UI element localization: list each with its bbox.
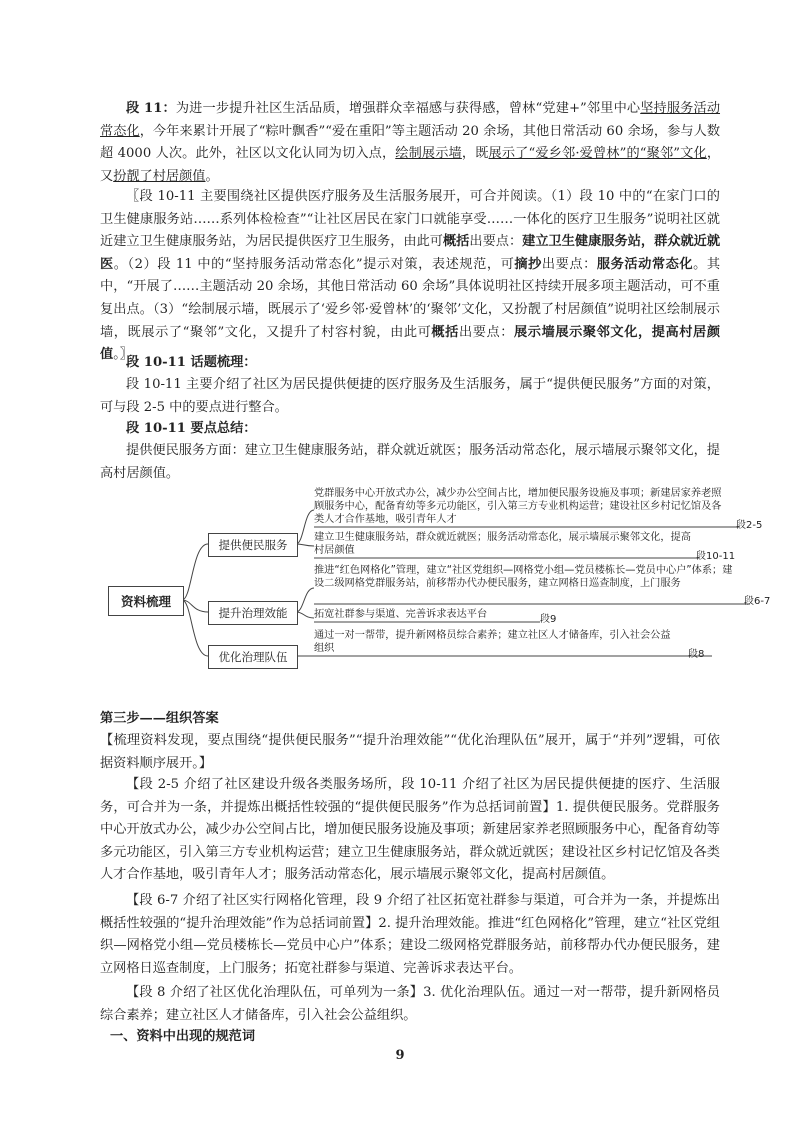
text-run: 出要点： — [458, 324, 515, 340]
connector-line — [296, 588, 314, 612]
text-run: ，又 — [100, 146, 721, 184]
text-run: 。（2）段 11 中的“坚持服务活动常态化”提示对策，表述规范，可 — [113, 256, 515, 272]
paragraph-11 — [100, 98, 720, 188]
bold-text: 概括 — [431, 324, 459, 340]
bold-text: 建立卫生健康服务站，群众就近就医 — [100, 234, 721, 272]
answer-point-2: 【段 6-7 介绍了社区实行网格化管理，段 9 介绍了社区拓宽社群参与渠道，可合并为一条，并提炼出概括性较强的“提升治理效能”作为总括词前置】2. 提升治理效能。推进“红色网格化”管理，建立“社区党组织—网格党小组—党员楼栋长—党员中心户”体系；建设二级网格党群服务站，前移帮办代办便民服务，建立网格日巡查制度，上门服务；拓宽社群参与渠道、完善诉求表达平台。 — [100, 893, 720, 976]
connector-line — [182, 600, 208, 612]
bold-text: 概括 — [442, 234, 470, 250]
leaf-source-tag: 段6-7 — [744, 596, 771, 607]
answer-point-3: 【段 8 介绍了社区优化治理队伍，可单列为一条】3. 优化治理队伍。通过一对一帮带，提升新网格员综合素养；建立社区人才储备库，引入社会公益组织。 — [100, 985, 720, 1023]
text-run: 出要点： — [541, 256, 597, 272]
leaf-text: 推进“红色网格化”管理，建立“社区党组织—网格党小组—党员楼栋长—党员中心户”体系；建设二级网格党群服务站，前移帮办代办便民服务，建立网格日巡查制度，上门服务 — [314, 565, 733, 589]
section-heading: 一、资料中出现的规范词 — [110, 1029, 256, 1044]
text-run: 出要点： — [469, 234, 523, 250]
text-run: 。 — [205, 168, 219, 184]
connector-line — [296, 612, 314, 618]
answer-point-1: 【段 2-5 介绍了社区建设升级各类服务场所，段 10-11 介绍了社区为居民提供便捷的医疗、生活服务，可合并为一条，并提炼出概括性较强的“提供便民服务”作为总括词前置】1. 提供便民服务。党群服务中心开放式办公，减少办公空间占比，增加便民服务设施及事项；新建居家养老照顾服务中心，配备育幼等多元功能区，引入第三方专业机构运营；建立卫生健康服务站，群众就近就医；建设社区乡村记忆馆及各类人才合作基地，吸引青年人才；服务活动常态化，展示墙展示聚邻文化，提高村居颜值。 — [100, 777, 720, 883]
step3-intro: 【梳理资料发现，要点围绕“提供便民服务”“提升治理效能”“优化治理队伍”展开，属于“并列”逻辑，可依据资料顺序展开。】 — [100, 733, 720, 771]
bold-text: 摘抄 — [514, 256, 542, 272]
page-number: 9 — [395, 1048, 405, 1063]
underlined-text: 扮靓了村居颜值 — [113, 168, 206, 184]
leaf-source-tag: 段10-11 — [696, 551, 736, 562]
connector-line — [296, 544, 314, 546]
topic-heading: 段 10-11 话题梳理： — [126, 355, 257, 370]
text-run: ，今年来累计开展了“粽叶飘香”“爱在重阳”等主题活动 20 余场，其他日常活动 60 余场，参与人数超 4000 人次。此外，社区以文化认同为切入点， — [100, 123, 721, 162]
text-run: 为进一步提升社区生活品质，增强群众幸福感与获得感，曾林“党建+”邻里中心 — [175, 101, 641, 116]
text-run: 〖段 10-11 主要围绕社区提供医疗服务及生活服务展开，可合并阅读。（1）段 10 中的“在家门口的卫生健康服务站……系列体检检查”“让社区居民在家门口就能享受……一体化的医疗卫生服务”说明社区就近建立卫生健康服务站，为居民提供医疗卫生服务，由此可 — [100, 189, 720, 250]
underlined-text: 展示了“爱乡邻·爱曾林”的“聚邻”文化 — [488, 146, 707, 162]
bold-text: 服务活动常态化 — [596, 256, 694, 272]
branch-node: 提升治理效能 — [208, 601, 298, 625]
connector-line — [296, 510, 314, 544]
mind-map-root: 资料梳理 — [108, 586, 184, 616]
bold-text: 展示墙展示聚邻文化，提高村居颜值 — [100, 324, 721, 363]
leaf-text: 拓宽社群参与渠道、完善诉求表达平台 — [314, 609, 488, 620]
summary-heading: 段 10-11 要点总结： — [126, 421, 257, 436]
text-run: 。〗 — [113, 347, 133, 363]
underlined-text: 坚持服务活动常态化 — [100, 101, 721, 139]
underlined-text: 绘制展示墙 — [395, 146, 462, 162]
text-run: 。其中，“开展了……主题活动 20 余场，其他日常活动 60 余场”具体说明社区持续开展多项主题活动，可不重复出点。（3）“绘制展示墙，既展示了‘爱乡邻·爱曾林’的‘聚邻’文化，又扮靓了村居颜值”说明社区绘制展示墙，既展示了“聚邻”文化，又提升了村容村貌，由此可 — [100, 256, 721, 340]
leaf-text: 建立卫生健康服务站，群众就近就医；服务活动常态化，展示墙展示聚邻文化，提高村居颜值 — [314, 532, 691, 556]
analysis-paragraph — [100, 186, 720, 367]
leaf-source-tag: 段8 — [688, 649, 705, 660]
leaf-source-tag: 段9 — [540, 614, 557, 625]
summary-paragraph: 提供便民服务方面：建立卫生健康服务站，群众就近就医；服务活动常态化，展示墙展示聚邻文化，提高村居颜值。 — [100, 443, 720, 481]
leaf-text: 通过一对一帮带，提升新网格员综合素养；建立社区人才储备库，引入社会公益组织 — [314, 630, 671, 654]
topic-paragraph: 段 10-11 主要介绍了社区为居民提供便捷的医疗服务及生活服务，属于“提供便民服务”方面的对策，可与段 2-5 中的要点进行整合。 — [100, 377, 720, 415]
mind-map — [100, 480, 780, 680]
branch-node: 提供便民服务 — [208, 533, 298, 557]
paragraph-label: 段 11： — [126, 101, 176, 116]
text-run: ，既 — [461, 146, 489, 162]
leaf-source-tag: 段2-5 — [736, 520, 763, 531]
leaf-text: 党群服务中心开放式办公，减少办公空间占比，增加便民服务设施及事项；新建居家养老照顾服务中心，配备育幼等多元功能区，引入第三方专业机构运营；建设社区乡村记忆馆及各类人才合作基地，吸引青年人才 — [314, 488, 722, 525]
step3-heading: 第三步——组织答案 — [100, 711, 219, 726]
branch-node: 优化治理队伍 — [208, 645, 298, 669]
connector-line — [182, 544, 208, 600]
